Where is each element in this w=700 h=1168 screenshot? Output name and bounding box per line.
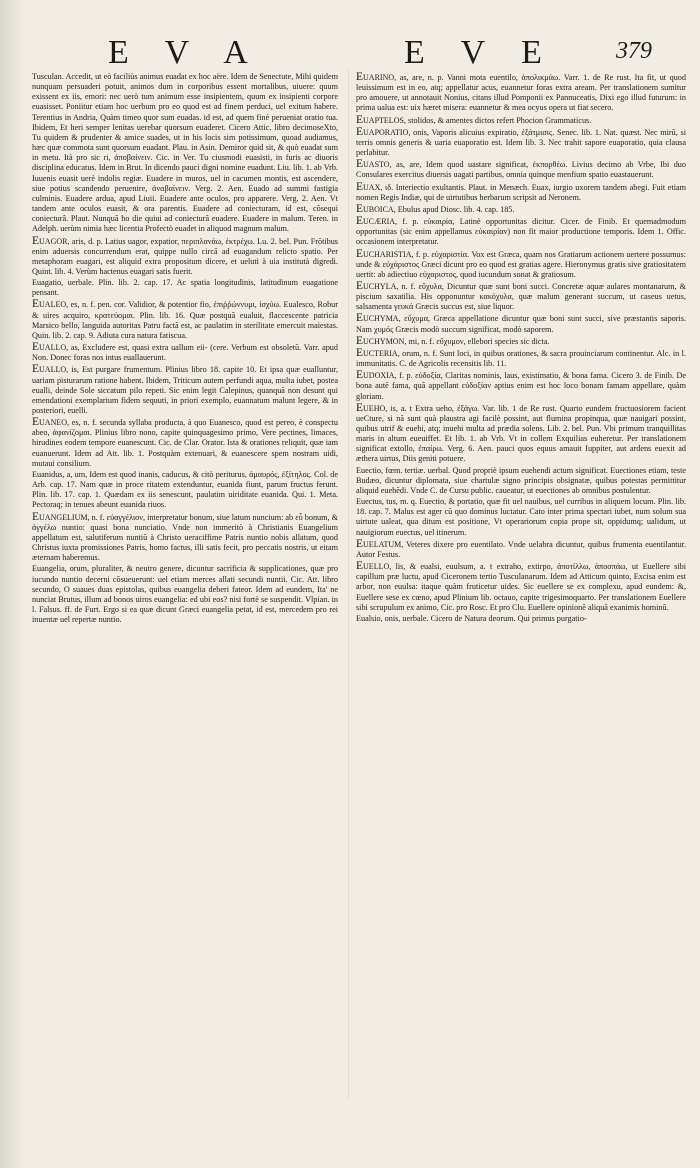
dictionary-entry — [356, 497, 686, 538]
entry-text: , onis, Vaporis alicuius expiratio, ἐξάτμισις. Senec. lib. 1. Nat. quæst. Nec mirũ, si terris omnis generis & uaria euaporatio est. Idem lib. 3. Nec trahit sapore euaporatio, quia clausa perlabitur. — [356, 127, 686, 158]
entry-headword: Eualeo — [32, 298, 67, 311]
entry-text: , Veteres dixere pro euentilato. Vnde uelabra dicuntur, quibus frumenta euentilantur. Autor Festus. — [356, 539, 686, 559]
entry-text: , is, Est purgare frumentum. Plinius libro 18. capite 10. Et ipsa quæ eualluntur, uariam pisturarum ratione habent. Ibidem, Triticum autem perfundi aqua, multa iubet, postea eualli, deinde Sole siccatum pilo repeti. Sic enim legit Calepinus, quanquã non desunt qui emendationi exemplarium fidem sequuti, in priori exemplo, euannatum malunt legere, & in posteriori, euelli. — [32, 365, 338, 415]
entry-text: , es, n. f. secunda syllaba producta, à quo Euanesco, quod est pereo, è conspectu abeo, ἀφανίζομαι. Plinius libro nono, capite quinquagesimo primo, Vere pectines, limaces, hirudines eodem tempore euanescunt. Cic. de Clar. Orator. Ista & orationes reliquit, quæ iam euanuerunt. Idem ad Att. lib. 1. Postquàm extenuari, & euanescere spem nostram uidi, mutaui consilium. — [32, 418, 338, 468]
entry-text: , n. f. εὐαγγέλιον, interpretatur bonum, siue latum nuncium: ab εὖ bonum, & ἀγγέλω nuntio: quasi bona nunciatio. Vnde non immeritò à Christianis Euangelium appellatum est, salutiferum nuntiũ à Christo ueraciffime Patris nuntio nobis allatum, quod Christus iuxta promissiones Patris, homo factus, illi satis fecit, pro peccatis nostris, ut eitam æternam haberemus. — [32, 512, 338, 563]
entry-headword: Euangelium — [32, 510, 88, 523]
entry-headword: Eucteria — [356, 346, 398, 359]
entry-headword: Euaneo — [32, 416, 68, 429]
entry-headword: Euello — [356, 560, 390, 573]
dictionary-entry — [356, 403, 686, 465]
entry-text: Euagatio, uerbale. Plin. lib. 2. cap. 17. Ac spatia longitudinis, latitudinum euagatione pensant. — [32, 278, 338, 298]
column-gutter — [348, 70, 349, 1100]
entry-headword: Euallo — [32, 363, 67, 376]
dictionary-entry — [32, 564, 338, 625]
dictionary-entry — [356, 336, 686, 347]
entry-headword: Eucæria — [356, 215, 396, 228]
entry-text: , Ebulus apud Diosc. lib. 4. cap. 185. — [393, 204, 515, 214]
entry-text: , stolidos, & amentes dictos refert Phocion Grammaticus. — [403, 115, 592, 125]
entry-text: , mi, n. f. εὔχυμον, ellebori species sic dicta. — [404, 336, 550, 346]
dictionary-entry — [32, 72, 338, 235]
dictionary-entry — [356, 313, 686, 334]
dictionary-entry — [32, 417, 338, 469]
dictionary-entry — [356, 614, 686, 624]
entry-text: , εὔχυμα, Græca appellatione dicuntur quæ boni sunt succi, sive præstantis saporis. Nam χυμός Græcis modò succum significat, modò saporem. — [356, 314, 686, 334]
page-number: 379 — [616, 38, 652, 64]
entry-headword: Euchyla — [356, 279, 397, 292]
entry-text: Euectus, tus, m. q. Euectio, & portatio, quæ fit uel nauibus, uel curribus in aliquem locum. Plin. lib. 18. cap. 7. Malus est ager cũ quo dominus luctatur. Cato inter prima spectari iubet, num solum sua uirtute ualeat, qua ditum est positione, Vt operariorum copia prope sit, oppidumq; ualidum, ut nauigiorum euectus, uel itinerum. — [356, 497, 686, 537]
entry-text: , aris, d. p. Latius uagor, expatior, περιπλανάω, ἐκτρέχω. Lu. 2. bel. Pun. Frōtibus enim aduersis concurrendum erat, quippe nullo circā ad euagandum relicto spatio. Per metaphoram euagari, est aliquid extra propositum dicere, et ueluti à uia institutà digredi. Quint. lib. 4. Verùm hactenus euagari satis fuerit. — [32, 236, 338, 276]
dictionary-entry — [32, 342, 338, 363]
entry-headword: Euagor — [32, 234, 68, 247]
dictionary-entry — [356, 249, 686, 280]
right-column — [356, 72, 686, 1096]
entry-text: , lis, & eualsi, euulsum, a. t extraho, extirpo, ἀποτίλλω, ἀποσπάω, ut Euellere sibi capillum præ luctu, apud Ciceronem tertio Tusculanarum. Idem ad Atticum quinto, Excisa enim est arbor, non euulsa: itaque quàm fruticetur uides. Sic euellere se ex complexu, apud eundem: &, Euellere sese ex cœno, apud Plinium lib. octauo, capite trigesimoquarto. Per translationem Euellere sibi scrupulum ex animo, Cic. pro Rosc. Et pro Clu. Euellere opinionẽ aliquã exanimis hominũ. — [356, 562, 686, 612]
entry-text: , f. p. εὐκαιρία, Latinè opportunitas dicitur. Cicer. de Finib. Et quemadmodum opportunitas (sic enim appellamus εὐκαιρίαν) non fit maior productione temporis. Idem 1. Offic. occasionem interpretatur. — [356, 217, 686, 247]
dictionary-entry — [32, 299, 338, 341]
dictionary-entry — [356, 281, 686, 312]
entry-text: Euangelia, orum, pluraliter, & neutro genere, dicuntur sacrificia & supplicationes, quæ pro iucundo nuntio decerni cõsueuerunt: uel etiam merces allati secundi nuntii. Cic. Att. libro secundo, O suaues duas epistolas, quibus euangelia deberi fateor. Idem ad eundem, Ita' ne nunciat Brutus, illum ad bonos uiros euangelia: ed ubi eos? nisi fortè se suspendit. Vlpian. in l. Falsus. ff. de Furt. Ergo si ea quæ dicunt Græci euangelia petat, id est, mercedem pro rei inuentæ uel repertæ nuntio. — [32, 564, 338, 625]
entry-headword: Euasto — [356, 158, 390, 171]
entry-headword: Euboica — [356, 202, 394, 215]
entry-headword: Eueho — [356, 401, 386, 414]
dictionary-entry — [356, 159, 686, 180]
page-edge-shadow — [0, 0, 24, 1168]
entry-text: Euectio, fœm. tertiæ. uerbal. Quod propriè ipsum euehendi actum significat. Euectiones etiam, teste Budæo, dicuntur diplomata, siue chartulæ signo principis obsignatæ, quibus potestas permittitur aliquid euehẽdi. Vnde C. de Cursu public. caueatur, ut euectiones ab omnibus postulentur. — [356, 465, 686, 495]
entry-headword: Euchymon — [356, 334, 405, 347]
dictionary-entry — [356, 204, 686, 215]
left-column — [32, 72, 338, 1096]
dictionary-entry — [356, 539, 686, 560]
entry-headword: Euaptelos — [356, 113, 404, 126]
dictionary-entry — [32, 512, 338, 564]
entry-headword: Euarino — [356, 72, 395, 83]
entry-text: , es, n. f. pen. cor. Validior, & potentior fio, ἐπιῤῥώννυμι, ἰσχύω. Eualesco, Robur & uires acquiro, κρατεύομαι. Plin. lib. 16. Quæ postquã eualuit, flaccescente patricia Marsico bello, languida autoritas Patru factã est, ac paulatim in sterilitate emercuit maiestas. Quin. lib. 2. cap. 9. Adiuta cura natura fatiscua. — [32, 300, 338, 340]
entry-text: Eualsio, onis, uerbale. Cicero de Natura deorum. Qui primus purgatio- — [356, 613, 587, 623]
dictionary-entry — [32, 236, 338, 278]
entry-headword: Euchyma — [356, 312, 399, 325]
running-header — [0, 0, 700, 71]
entry-headword: Eudoxia — [356, 369, 395, 382]
entry-text: Euanidus, a, um, Idem est quod inanis, caducus, & citò periturus, ἀμαυρός, ἐξίτηλος. Col. de Arb. cap. 17. Nam quæ in proce ritatem extenduntur, euanida fiunt, parum fructus ferunt. Plin. lib. 17. cap. 1. Quædam ex iis senescunt, paulatim uiriditate euanida. Qui. 1. Meta. Pectoraq; in tenues abeunt euanida riuos. — [32, 469, 338, 510]
entry-text: , as, Excludere est, quasi extra uallum eii- (cere. Verbum est obsoletũ. Varr. apud Non. Donec foras nos intus euallauerunt. — [32, 343, 338, 363]
dictionary-entry — [356, 127, 686, 158]
dictionary-entry — [356, 370, 686, 401]
entry-headword: Euelatum — [356, 537, 402, 550]
entry-text: , is, a. t Extra ueho, ἐξάγω. Var. lib. 1 de Re rust. Quarto eundem fructuosiorem facient ueCture, si nã sunt quà plaustra agi facilè possint, aut flumina propinqua, quæ nauigari possint, quibus utrif & euehi, atq; inuehi multa ad prædia solens. Lib. 2. bel. Pun. Vbi primum tranquillitas maris in altum eueuiffet. Et lib. 1. ab Vrb. Vt in collem Exquilias euheretur. Per translationem significat extollo, ἐπαίρω. Verg. 6. Aen. pauci quos equus amauit Iuppiter, aut ardens euexit ad æthera uirtus, Diis geniti potuere. — [356, 403, 686, 464]
entry-text: , n. f. εὔχυλα, Dicuntur quæ sunt boni succi. Concretæ aquæ aulares montanarum, & piscium saxatilia. His opponuntur κακόχυλα, quæ malum generant succum, ut caseus uetus, salsamenta γευκά Græcis succus est, siue liquor. — [356, 281, 686, 312]
dictionary-entry — [356, 466, 686, 496]
dictionary-entry — [32, 278, 338, 298]
right-running-head: E V E — [404, 34, 556, 71]
entry-headword: Euax — [356, 180, 381, 193]
dictionary-entry — [32, 364, 338, 416]
entry-text: , f. p. εὐδοξία, Claritas nominis, laus, existimatio, & bona fama. Cicero 3. de Finib. De bona autẽ fama, quã appellant εὐδοξίαν aptius enim est hoc loco bonam famam appellare, quàm gloriam. — [356, 371, 686, 401]
entry-text: , orum, n. f. Sunt loci, in quibus orationes, & sacra prouinciarum continentur. Alc. in l. immunitatis. C. de Agricolis recensitis lib. 11. — [356, 348, 686, 369]
entry-text: , as, are, n. p. Vanni mota euentilo, ἀπολικμάω. Varr. 1. de Re rust. Ita fit, ut quod leuissimum est in eo, atq; appellatur acus, euannetur foras extra aream. Per translationem sumitur pro amouere, ut annotauit Nonius, citans illud Pomponii ex Pannuceatis, Dixi ego illud futurum: in prima ualua est: uix hæret misera: euannetur & mea ocyus opera ut fiat secero. — [356, 73, 686, 113]
dictionary-entry — [356, 348, 686, 369]
dictionary-entry — [356, 72, 686, 114]
entry-headword: Euallo — [32, 341, 67, 354]
dictionary-entry — [356, 115, 686, 126]
dictionary-entry — [356, 561, 686, 613]
entry-text: Tusculan. Accedit, ut eò faciliùs animus euadat ex hoc aëre. Idem de Senectute, Mihi quidem nunquam persuaderi potuit, animos dum in corporibus essent mortalibus, uiuere: quum exissent ex iis, emori: nec uerò tum animum esse insipientem, quum ex insipienti corpore euasisset. Poniitur etiam hoc uerbum pro eo quod est ad finem perduci, uel exitum habere. Terentius in Andria, Quàm timeo quor sum euadas. id est, ad quem finè perueniat oratio tua. Ibidem, Et heri semper lenitas uerebar quorsum euaderet. Cicero Attic. libro decimoseXto, Tu quidem & prudenter & amice suades, ut in his locis sim potissimum, quoad audiamus, hæc quæ commota sunt quorsum euadant. Plau. in Asin. Demiror quid sit, & quò euadat sum in metu. Ità pro sic ri, ἀποβαίνειν. Cic. in Ver. Tu ciusmodi euasisti, in furis ac diuoris disciplina educatus. Idem in Brut. In dicendo pauci digni nomine euadunt. Liu. lib. 1. ab Vrb. Iuuenis euasit uerè indolis regiæ. Euadere in muros, uel in cacumen montis, est ascendere, siue potius scandendo peruenire, ἀναβαίνειν. Verg. 2. Aen. Euado ad summi fastigia culminis. Euadere ardua, apud Liuii. Euadere ante oculos, pro apparere. Verg. 2. Aen. Vt tandem ante oculos euasit, & ora parentis. Euadere ad coniecturam, id est, cõsequi coniecturâ. Plaut. Nunquã ho die quiui ad coniecturã euadere. Euadere in malum. Teren. in Adelph. uerùm nimia hæc licentia Profectò euadet in aliquod magnum malum. — [32, 72, 338, 234]
entry-headword: Eucharistia — [356, 247, 412, 260]
dictionary-entry — [32, 470, 338, 511]
entry-text: , ιδ. Interiectio exultantis. Plaut. in Menæch. Euax, iurgio uxorem tandem abegi. Fuit etiam nomen Regis Indiæ, qui de uirtutibus herbarum scripsit ad Neronem. — [356, 182, 686, 202]
left-running-head: E V A — [108, 34, 262, 71]
entry-text: , as, are, Idem quod uastare significat, ἐκπορθέω. Livius decimo ab Vrbe, Ibi duo Consulares exercitus diuersis uagati partibus, omnia quinque menfium spatio euastauerunt. — [356, 160, 686, 180]
dictionary-entry — [356, 182, 686, 203]
dictionary-entry — [356, 216, 686, 247]
entry-text: , f. p. εὐχαριστία. Vox est Græca, quam nos Gratiarum actionem uertere possumus: unde & εὐχάριστος Græci dicunt pro eo quod est gratias agere. Hieronymus gratis sive gratiositatem uertit: ab adiectiuo εὐχαριστος, quod iucundum sonat & gratiosum. — [356, 249, 686, 279]
entry-headword: Euaporatio — [356, 125, 409, 138]
